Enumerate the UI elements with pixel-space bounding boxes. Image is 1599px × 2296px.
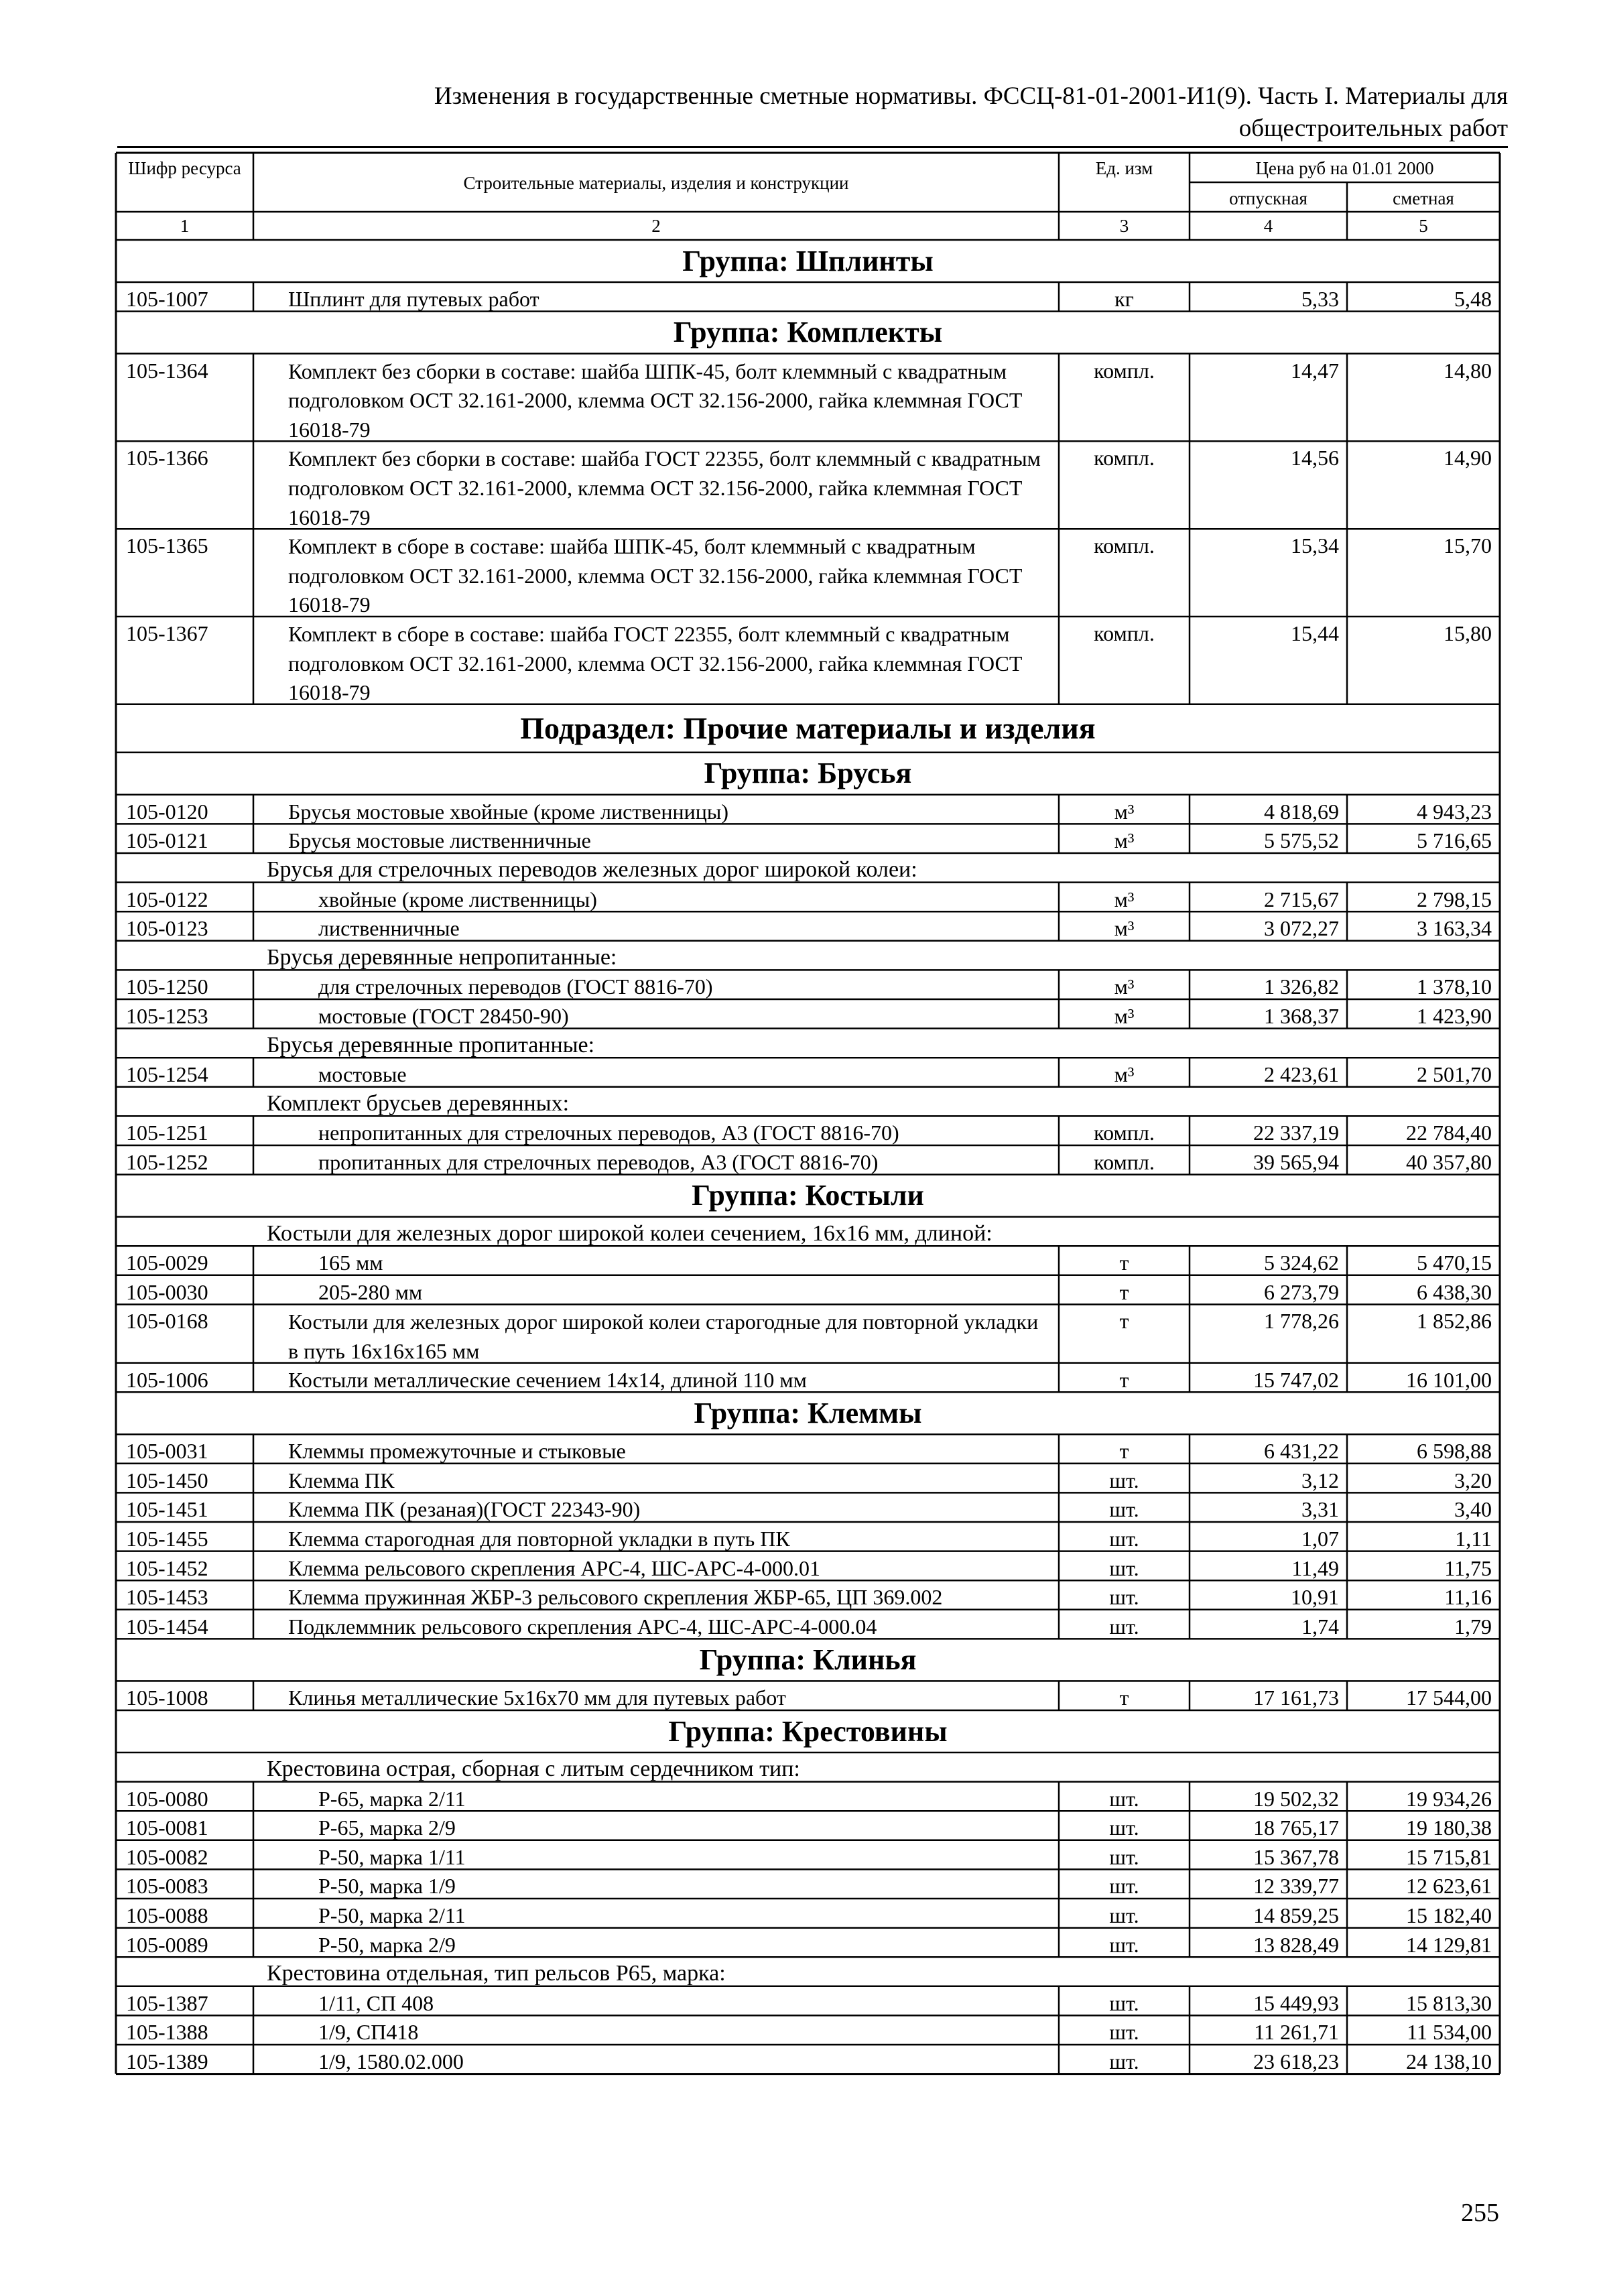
item-name: Р-65, марка 2/9 [318, 1815, 456, 1840]
estimate-price: 15,70 [1444, 533, 1492, 558]
estimate-price: 6 598,88 [1417, 1439, 1492, 1464]
resource-code: 105-1451 [126, 1497, 208, 1522]
release-price: 15,34 [1291, 533, 1339, 558]
unit-of-measure: компл. [1094, 358, 1155, 383]
item-name: 165 мм [318, 1251, 383, 1275]
column-number-name: 2 [651, 216, 661, 236]
release-price: 15 747,02 [1253, 1367, 1339, 1392]
group-heading: Группа: Костыли [692, 1179, 924, 1212]
item-name: 1/11, СП 408 [318, 1990, 434, 2015]
release-price: 1 368,37 [1264, 1004, 1339, 1028]
unit-of-measure: шт. [1109, 2049, 1139, 2074]
unit-of-measure: м³ [1114, 974, 1135, 999]
resource-code: 105-1387 [126, 1990, 208, 2015]
estimate-price: 19 934,26 [1406, 1786, 1492, 1811]
resource-code: 105-0083 [126, 1874, 208, 1899]
estimate-price: 14 129,81 [1406, 1932, 1492, 1957]
release-price: 15,44 [1291, 621, 1339, 645]
unit-of-measure: м³ [1114, 887, 1135, 911]
release-price: 6 273,79 [1264, 1279, 1339, 1304]
estimate-price: 3 163,34 [1417, 916, 1492, 941]
group-heading: Группа: Крестовины [668, 1714, 948, 1748]
resource-code: 105-1252 [126, 1150, 208, 1174]
resource-code: 105-1366 [126, 446, 208, 470]
unit-of-measure: шт. [1109, 1932, 1139, 1957]
resource-code: 105-0030 [126, 1279, 208, 1304]
release-price: 6 431,22 [1264, 1439, 1339, 1464]
unit-of-measure: компл. [1094, 1121, 1155, 1145]
estimate-price: 11,16 [1444, 1585, 1492, 1610]
release-price: 4 818,69 [1264, 799, 1339, 824]
estimate-price: 11,75 [1444, 1555, 1492, 1580]
unit-of-measure: шт. [1109, 1585, 1139, 1610]
header-line-2: общестроительных работ [1238, 115, 1508, 142]
unit-of-measure: шт. [1109, 1903, 1139, 1927]
subheader-label: Крестовина отдельная, тип рельсов Р65, марка: [267, 1961, 726, 1986]
resource-code: 105-1008 [126, 1685, 208, 1710]
item-name: Брусья мостовые лиственничные [288, 828, 591, 853]
unit-of-measure: т [1119, 1309, 1129, 1334]
release-price: 12 339,77 [1253, 1874, 1339, 1899]
group-heading: Группа: Клинья [699, 1643, 917, 1676]
release-price: 11,49 [1291, 1555, 1339, 1580]
resource-code: 105-0121 [126, 828, 208, 853]
release-price: 18 765,17 [1253, 1815, 1339, 1840]
item-name: Р-50, марка 1/9 [318, 1874, 456, 1899]
subheader-label: Брусья для стрелочных переводов железных дорог широкой колеи: [267, 857, 917, 882]
release-price: 2 715,67 [1264, 887, 1339, 911]
unit-of-measure: шт. [1109, 1527, 1139, 1551]
estimate-price: 40 357,80 [1406, 1150, 1492, 1174]
header-line-1: Изменения в государственные сметные нормативы. ФССЦ-81-01-2001-И1(9). Часть I. Материалы для [434, 82, 1508, 110]
resource-code: 105-1389 [126, 2049, 208, 2074]
resource-code: 105-1254 [126, 1062, 208, 1087]
estimate-price: 1 852,86 [1417, 1309, 1492, 1334]
item-name: Клемма пружинная ЖБР-3 рельсового скрепления ЖБР-65, ЦП 369.002 [288, 1585, 943, 1610]
item-name: Клемма ПК [288, 1468, 395, 1492]
unit-of-measure: компл. [1094, 533, 1155, 558]
resource-code: 105-1452 [126, 1555, 208, 1580]
item-name: Р-50, марка 2/9 [318, 1932, 456, 1957]
unit-of-measure: шт. [1109, 1815, 1139, 1840]
item-name: Шплинт для путевых работ [288, 287, 539, 311]
subheader-label: Костыли для железных дорог широкой колеи сечением, 16х16 мм, длиной: [267, 1220, 993, 1246]
item-name: непропитанных для стрелочных переводов, А3 (ГОСТ 8816-70) [318, 1121, 899, 1145]
unit-of-measure: кг [1114, 287, 1134, 311]
unit-of-measure: т [1119, 1251, 1129, 1275]
unit-of-measure: м³ [1114, 828, 1135, 853]
unit-of-measure: м³ [1114, 1062, 1135, 1087]
estimate-price: 14,80 [1444, 358, 1492, 383]
item-name: Комплект в сборе в составе: шайба ШПК-45, болт клеммный с квадратным подголовком ОСТ 32.161-2000, клемма ОСТ 32.156-2000, гайка клеммная ГОСТ 16018-79 [288, 534, 1023, 617]
estimate-price: 14,90 [1444, 446, 1492, 470]
unit-of-measure: шт. [1109, 1555, 1139, 1580]
release-price: 10,91 [1291, 1585, 1339, 1610]
item-name: Комплект без сборки в составе: шайба ГОСТ 22355, болт клеммный с квадратным подголовком ОСТ 32.161-2000, клемма ОСТ 32.156-2000, гайка клеммная ГОСТ 16018-79 [288, 446, 1041, 529]
column-header-unit: Ед. изм [1095, 158, 1153, 178]
release-price: 2 423,61 [1264, 1062, 1339, 1087]
release-price: 1,07 [1301, 1527, 1339, 1551]
unit-of-measure: шт. [1109, 2020, 1139, 2045]
resource-code: 105-1454 [126, 1614, 208, 1639]
item-name: мостовые [318, 1062, 407, 1087]
column-number-unit: 3 [1119, 216, 1129, 236]
estimate-price: 4 943,23 [1417, 799, 1492, 824]
resource-code: 105-0029 [126, 1251, 208, 1275]
estimate-price: 22 784,40 [1406, 1121, 1492, 1145]
estimate-price: 3,40 [1454, 1497, 1492, 1522]
item-name: Р-50, марка 1/11 [318, 1844, 466, 1869]
unit-of-measure: т [1119, 1685, 1129, 1710]
release-price: 1 326,82 [1264, 974, 1339, 999]
estimate-price: 17 544,00 [1406, 1685, 1492, 1710]
estimate-price: 1,11 [1455, 1527, 1492, 1551]
unit-of-measure: м³ [1114, 1004, 1135, 1028]
resource-code: 105-1250 [126, 974, 208, 999]
item-name: 205-280 мм [318, 1279, 423, 1304]
release-price: 3,31 [1301, 1497, 1339, 1522]
column-header-estimate: сметная [1393, 188, 1454, 208]
estimate-price: 6 438,30 [1417, 1279, 1492, 1304]
resource-code: 105-0080 [126, 1786, 208, 1811]
estimate-price: 3,20 [1454, 1468, 1492, 1492]
subheader-label: Крестовина острая, сборная с литым сердечником тип: [267, 1757, 800, 1781]
estimate-price: 15,80 [1444, 621, 1492, 645]
unit-of-measure: шт. [1109, 1874, 1139, 1899]
unit-of-measure: шт. [1109, 1614, 1139, 1639]
column-header-name: Строительные материалы, изделия и конструкции [463, 173, 849, 193]
estimate-price: 5 470,15 [1417, 1251, 1492, 1275]
item-name: Подклеммник рельсового скрепления АРС-4, ШС-АРС-4-000.04 [288, 1614, 877, 1639]
release-price: 1 778,26 [1264, 1309, 1339, 1334]
estimate-price: 12 623,61 [1406, 1874, 1492, 1899]
column-header-code: Шифр ресурса [128, 158, 241, 178]
estimate-price: 16 101,00 [1406, 1367, 1492, 1392]
estimate-price: 24 138,10 [1406, 2049, 1492, 2074]
resource-code: 105-1453 [126, 1585, 208, 1610]
release-price: 15 367,78 [1253, 1844, 1339, 1869]
item-name: Клеммы промежуточные и стыковые [288, 1439, 626, 1464]
item-name: для стрелочных переводов (ГОСТ 8816-70) [318, 974, 713, 999]
release-price: 14,56 [1291, 446, 1339, 470]
unit-of-measure: т [1119, 1279, 1129, 1304]
estimate-price: 19 180,38 [1406, 1815, 1492, 1840]
release-price: 22 337,19 [1253, 1121, 1339, 1145]
resource-code: 105-1455 [126, 1527, 208, 1551]
release-price: 14 859,25 [1253, 1903, 1339, 1927]
column-number-estimate: 5 [1419, 216, 1428, 236]
release-price: 14,47 [1291, 358, 1339, 383]
item-name: Клемма ПК (резаная)(ГОСТ 22343-90) [288, 1497, 641, 1522]
unit-of-measure: шт. [1109, 1844, 1139, 1869]
estimate-price: 15 715,81 [1406, 1844, 1492, 1869]
estimate-price: 1 423,90 [1417, 1004, 1492, 1028]
resource-code: 105-0122 [126, 887, 208, 911]
group-heading: Группа: Клеммы [694, 1396, 922, 1429]
resource-code: 105-1450 [126, 1468, 208, 1492]
resource-code: 105-0082 [126, 1844, 208, 1869]
resource-code: 105-1367 [126, 621, 208, 645]
resource-code: 105-0120 [126, 799, 208, 824]
column-header-release: отпускная [1229, 188, 1307, 208]
resource-code: 105-0089 [126, 1932, 208, 1957]
subdivision-heading: Подраздел: Прочие материалы и изделия [520, 710, 1096, 745]
estimate-price: 15 182,40 [1406, 1903, 1492, 1927]
unit-of-measure: т [1119, 1367, 1129, 1392]
resource-code: 105-0031 [126, 1439, 208, 1464]
release-price: 17 161,73 [1253, 1685, 1339, 1710]
item-name: Р-65, марка 2/11 [318, 1786, 466, 1811]
estimate-price: 1,79 [1454, 1614, 1492, 1639]
item-name: хвойные (кроме лиственницы) [318, 887, 597, 911]
group-heading: Группа: Шплинты [682, 244, 934, 277]
resource-code: 105-1365 [126, 533, 208, 558]
resource-code: 105-1388 [126, 2020, 208, 2045]
unit-of-measure: шт. [1109, 1468, 1139, 1492]
item-name: 1/9, 1580.02.000 [318, 2049, 464, 2074]
resource-code: 105-0088 [126, 1903, 208, 1927]
item-name: Комплект в сборе в составе: шайба ГОСТ 22355, болт клеммный с квадратным подголовком ОСТ 32.161-2000, клемма ОСТ 32.156-2000, гайка клеммная ГОСТ 16018-79 [288, 622, 1023, 705]
unit-of-measure: м³ [1114, 916, 1135, 941]
unit-of-measure: шт. [1109, 1497, 1139, 1522]
subheader-label: Комплект брусьев деревянных: [267, 1090, 570, 1116]
subheader-label: Брусья деревянные пропитанные: [267, 1032, 595, 1058]
item-name: Костыли для железных дорог широкой колеи старогодные для повторной укладки в путь 16х16х165 мм [288, 1310, 1039, 1363]
column-number-code: 1 [180, 216, 190, 236]
unit-of-measure: т [1119, 1439, 1129, 1464]
estimate-price: 2 501,70 [1417, 1062, 1492, 1087]
estimate-price: 1 378,10 [1417, 974, 1492, 999]
group-heading: Группа: Брусья [704, 757, 912, 790]
item-name: Р-50, марка 2/11 [318, 1903, 466, 1927]
resource-code: 105-1007 [126, 287, 208, 311]
release-price: 23 618,23 [1253, 2049, 1339, 2074]
column-header-price: Цена руб на 01.01 2000 [1255, 158, 1434, 178]
resource-code: 105-0168 [126, 1309, 208, 1334]
unit-of-measure: компл. [1094, 1150, 1155, 1174]
estimate-price: 2 798,15 [1417, 887, 1492, 911]
item-name: пропитанных для стрелочных переводов, А3 (ГОСТ 8816-70) [318, 1150, 879, 1174]
release-price: 11 261,71 [1254, 2020, 1339, 2045]
item-name: 1/9, СП418 [318, 2020, 419, 2045]
resource-code: 105-1253 [126, 1004, 208, 1028]
resource-code: 105-1006 [126, 1367, 208, 1392]
item-name: Костыли металлические сечением 14х14, длиной 110 мм [288, 1367, 807, 1392]
release-price: 15 449,93 [1253, 1990, 1339, 2015]
resource-code: 105-1251 [126, 1121, 208, 1145]
release-price: 39 565,94 [1253, 1150, 1339, 1174]
item-name: Клемма старогодная для повторной укладки в путь ПК [288, 1527, 790, 1551]
column-number-release: 4 [1263, 216, 1273, 236]
item-name: Клемма рельсового скрепления АРС-4, ШС-АРС-4-000.01 [288, 1555, 820, 1580]
release-price: 1,74 [1301, 1614, 1339, 1639]
unit-of-measure: шт. [1109, 1786, 1139, 1811]
unit-of-measure: компл. [1094, 621, 1155, 645]
item-name: Брусья мостовые хвойные (кроме лиственницы) [288, 799, 729, 824]
unit-of-measure: шт. [1109, 1990, 1139, 2015]
unit-of-measure: компл. [1094, 446, 1155, 470]
item-name: мостовые (ГОСТ 28450-90) [318, 1004, 569, 1028]
estimate-price: 5 716,65 [1417, 828, 1492, 853]
subheader-label: Брусья деревянные непропитанные: [267, 944, 617, 970]
estimate-price: 11 534,00 [1407, 2020, 1492, 2045]
release-price: 3,12 [1301, 1468, 1339, 1492]
group-heading: Группа: Комплекты [673, 316, 943, 349]
item-name: лиственничные [318, 916, 460, 941]
estimate-price: 5,48 [1454, 287, 1492, 311]
item-name: Комплект без сборки в составе: шайба ШПК-45, болт клеммный с квадратным подголовком ОСТ 32.161-2000, клемма ОСТ 32.156-2000, гайка клеммная ГОСТ 16018-79 [288, 359, 1023, 442]
release-price: 5 575,52 [1264, 828, 1339, 853]
page-number: 255 [1461, 2199, 1499, 2227]
item-name: Клинья металлические 5х16х70 мм для путевых работ [288, 1685, 786, 1710]
resource-code: 105-0081 [126, 1815, 208, 1840]
release-price: 5 324,62 [1264, 1251, 1339, 1275]
estimate-price: 15 813,30 [1406, 1990, 1492, 2015]
release-price: 19 502,32 [1253, 1786, 1339, 1811]
release-price: 5,33 [1301, 287, 1339, 311]
resource-code: 105-0123 [126, 916, 208, 941]
release-price: 13 828,49 [1253, 1932, 1339, 1957]
resource-code: 105-1364 [126, 358, 208, 383]
unit-of-measure: м³ [1114, 799, 1135, 824]
release-price: 3 072,27 [1264, 916, 1339, 941]
